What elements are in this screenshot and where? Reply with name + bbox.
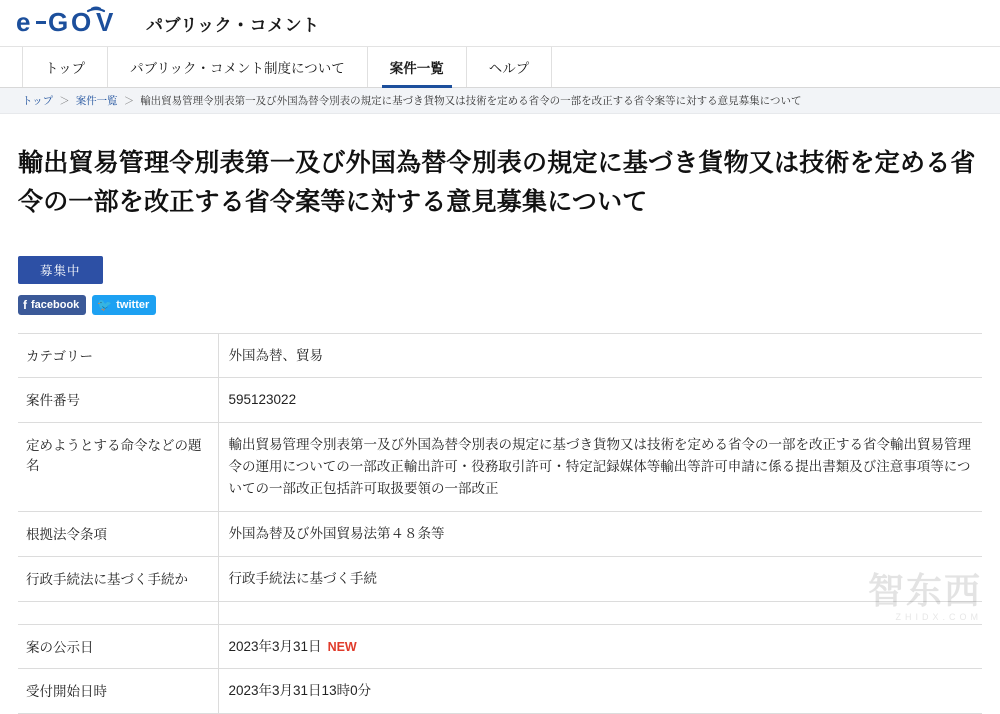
nav-item-top[interactable] bbox=[22, 47, 108, 87]
site-header bbox=[0, 0, 1000, 46]
svg-text:e: e bbox=[16, 7, 31, 37]
breadcrumb-link-top[interactable]: トップ bbox=[22, 93, 53, 108]
table-row-label: 根拠法令条項 bbox=[18, 511, 218, 556]
main-nav bbox=[0, 46, 1000, 88]
egov-logo-icon bbox=[16, 8, 134, 38]
table-row-value: 行政手続法に基づく手続 bbox=[218, 556, 982, 601]
svg-text:V: V bbox=[96, 7, 114, 37]
table-row-value: 2023年3月31日13時0分 bbox=[218, 669, 982, 714]
svg-text:O: O bbox=[71, 7, 92, 37]
share-facebook-button[interactable] bbox=[18, 295, 86, 315]
table-row-label: 案件番号 bbox=[18, 378, 218, 423]
table-spacer bbox=[18, 601, 982, 624]
table-row-value: 外国為替、貿易 bbox=[218, 333, 982, 378]
table-row-value bbox=[218, 624, 982, 669]
site-title: パブリック・コメント bbox=[146, 11, 320, 36]
logo-area[interactable] bbox=[16, 8, 320, 38]
table-row bbox=[18, 333, 982, 378]
svg-text:G: G bbox=[48, 7, 69, 37]
share-facebook-label: facebook bbox=[31, 299, 79, 311]
watermark-sub: ZHIDX.COM bbox=[842, 612, 982, 622]
table-row bbox=[18, 669, 982, 714]
breadcrumb-link-case-list[interactable]: 案件一覧 bbox=[76, 93, 118, 108]
share-twitter-button[interactable] bbox=[92, 295, 156, 315]
table-row bbox=[18, 423, 982, 512]
table-row-value: 595123022 bbox=[218, 378, 982, 423]
facebook-icon: f bbox=[23, 298, 27, 312]
table-row bbox=[18, 378, 982, 423]
breadcrumb-separator: ＞ bbox=[59, 93, 70, 108]
nav-item-help[interactable] bbox=[467, 47, 553, 87]
share-row bbox=[18, 295, 982, 315]
table-row-value-text: 2023年3月31日 bbox=[229, 639, 322, 654]
nav-item-case-list[interactable] bbox=[368, 47, 467, 87]
nav-item-label: ヘルプ bbox=[489, 57, 530, 77]
twitter-icon: 🐦 bbox=[97, 298, 112, 312]
table-row bbox=[18, 624, 982, 669]
page-title: 輸出貿易管理令別表第一及び外国為替令別表の規定に基づき貨物又は技術を定める省令の一部を改正する省令案等に対する意見募集について bbox=[18, 144, 982, 222]
nav-item-about[interactable] bbox=[108, 47, 368, 87]
share-twitter-label: twitter bbox=[116, 299, 149, 311]
new-badge: NEW bbox=[328, 640, 357, 654]
table-row bbox=[18, 511, 982, 556]
table-row-label: 定めようとする命令などの題名 bbox=[18, 423, 218, 512]
table-row-label: 受付開始日時 bbox=[18, 669, 218, 714]
breadcrumb-separator: ＞ bbox=[124, 93, 135, 108]
breadcrumb-current: 輸出貿易管理令別表第一及び外国為替令別表の規定に基づき貨物又は技術を定める省令の一部を改正する省令案等に対する意見募集について bbox=[140, 93, 801, 108]
table-row-value: 輸出貿易管理令別表第一及び外国為替令別表の規定に基づき貨物又は技術を定める省令の一部を改正する省令輸出貿易管理令の運用についての一部改正輸出許可・役務取引許可・特定記録媒体等輸出等許可申請に係る提出書類及び注意事項等についての一部改正包括許可取扱要領の一部改正 bbox=[218, 423, 982, 512]
nav-item-label: 案件一覧 bbox=[390, 57, 444, 77]
table-row bbox=[18, 556, 982, 601]
main-content bbox=[0, 144, 1000, 714]
watermark-main: 智东西 bbox=[842, 573, 982, 609]
table-row-label: カテゴリー bbox=[18, 333, 218, 378]
status-badge: 募集中 bbox=[18, 256, 103, 284]
detail-table bbox=[18, 333, 982, 714]
table-row-value: 外国為替及び外国貿易法第４８条等 bbox=[218, 511, 982, 556]
table-row-label: 案の公示日 bbox=[18, 624, 218, 669]
table-row-label: 行政手続法に基づく手続か bbox=[18, 556, 218, 601]
nav-item-label: トップ bbox=[45, 57, 85, 77]
breadcrumb bbox=[0, 88, 1000, 114]
status-row bbox=[18, 256, 982, 284]
nav-item-label: パブリック・コメント制度について bbox=[130, 57, 345, 77]
